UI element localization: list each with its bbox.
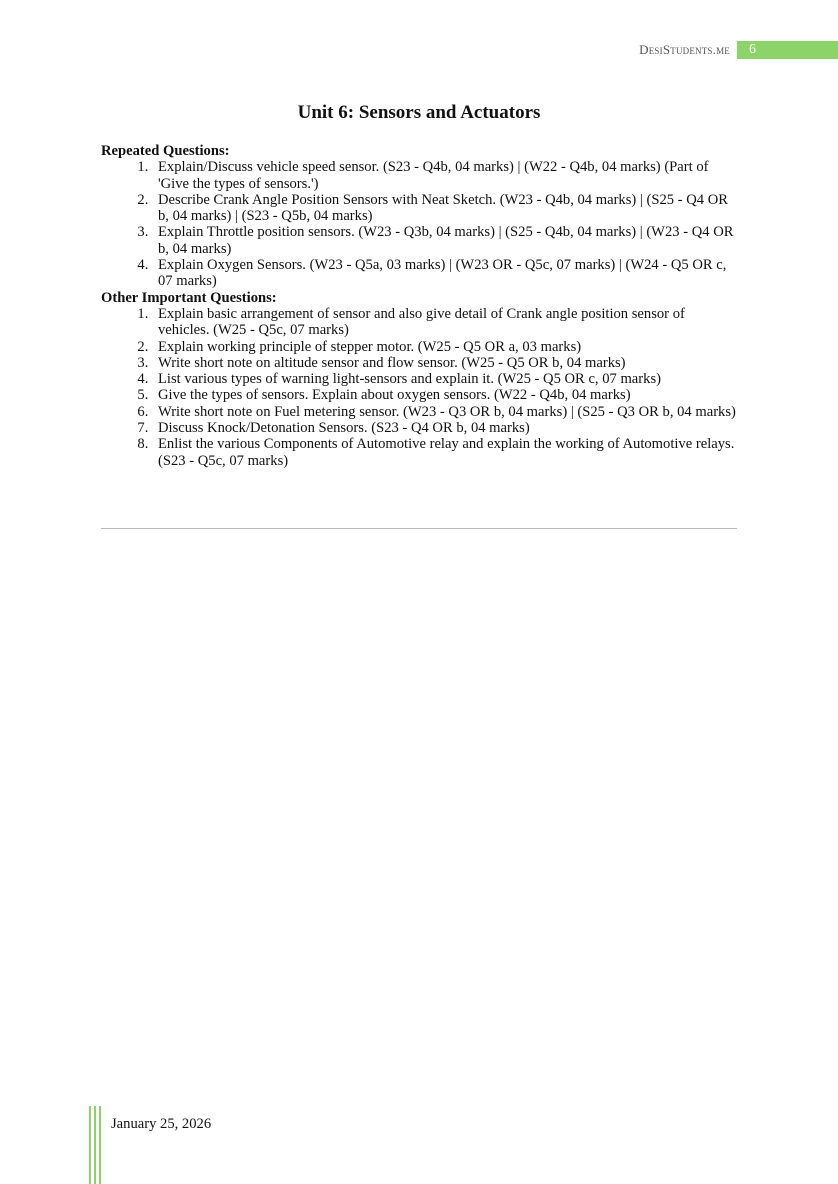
list-item: 2. Explain working principle of stepper motor. (W25 - Q5 OR a, 03 marks) (152, 339, 737, 355)
footer-accent-bars (89, 1106, 101, 1184)
list-item: 1. Explain/Discuss vehicle speed sensor. (S23 - Q4b, 04 marks) | (W22 - Q4b, 04 marks) (Part of 'Give the types of sensors.') (152, 159, 737, 192)
header-site-name: DesiStudents.me (639, 42, 730, 57)
page-title: Unit 6: Sensors and Actuators (297, 102, 541, 123)
list-item: 1. Explain basic arrangement of sensor and also give detail of Crank angle position sensor of vehicles. (W25 - Q5c, 07 marks) (152, 306, 737, 339)
section-heading-other: Other Important Questions: (101, 289, 277, 306)
list-item: 7. Discuss Knock/Detonation Sensors. (S23 - Q4 OR b, 04 marks) (152, 420, 737, 436)
list-item: 3. Write short note on altitude sensor and flow sensor. (W25 - Q5 OR b, 04 marks) (152, 355, 737, 371)
other-questions-list (101, 306, 737, 469)
footer-date: January 25, 2026 (111, 1116, 212, 1132)
list-item: 4. List various types of warning light-sensors and explain it. (W25 - Q5 OR c, 07 marks) (152, 371, 737, 387)
list-item: 8. Enlist the various Components of Automotive relay and explain the working of Automotive relays. (S23 - Q5c, 07 marks) (152, 436, 737, 469)
header-page-number: 6 (737, 41, 838, 59)
list-item: 3. Explain Throttle position sensors. (W23 - Q3b, 04 marks) | (S25 - Q4b, 04 marks) | (W23 - Q4 OR b, 04 marks) (152, 224, 737, 257)
list-item: 5. Give the types of sensors. Explain about oxygen sensors. (W22 - Q4b, 04 marks) (152, 387, 737, 403)
list-item: 6. Write short note on Fuel metering sensor. (W23 - Q3 OR b, 04 marks) | (S25 - Q3 OR b, 04 marks) (152, 404, 737, 420)
section-heading-repeated: Repeated Questions: (101, 143, 230, 159)
repeated-questions-list (101, 159, 737, 289)
list-item: 4. Explain Oxygen Sensors. (W23 - Q5a, 03 marks) | (W23 OR - Q5c, 07 marks) | (W24 - Q5 OR c, 07 marks) (152, 257, 737, 290)
list-item: 2. Describe Crank Angle Position Sensors with Neat Sketch. (W23 - Q4b, 04 marks) | (S25 - Q4 OR b, 04 marks) | (S23 - Q5b, 04 marks) (152, 192, 737, 225)
divider (101, 528, 737, 529)
question-content (101, 143, 737, 469)
